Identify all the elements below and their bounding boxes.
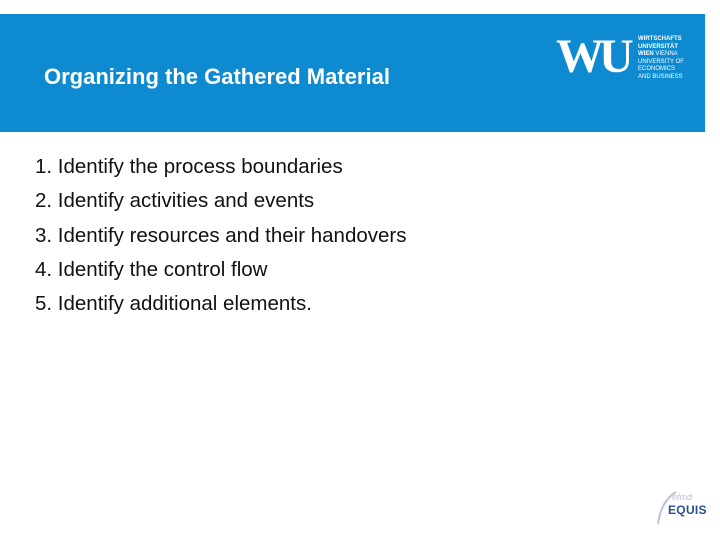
wu-logo-wien: WIEN (638, 51, 654, 58)
equis-logo (652, 488, 708, 528)
wu-logo-line (638, 51, 684, 59)
equis-efmd-text: efmd (672, 492, 693, 502)
wu-logo-line: ECONOMICS (638, 66, 676, 73)
equis-word: EQUIS (668, 503, 707, 517)
wu-logo-vienna: VIENNA (655, 51, 678, 58)
list-item: 5. Identify additional elements. (35, 292, 312, 316)
list-item: 3. Identify resources and their handovers (35, 223, 407, 247)
slide-title: Organizing the Gathered Material (44, 64, 390, 89)
list-item: 4. Identify the control flow (35, 257, 268, 281)
list-item: 1. Identify the process boundaries (35, 155, 343, 178)
wu-logo-line: AND BUSINESS (638, 73, 683, 80)
wu-logo-line: UNIVERSITÄT (638, 43, 679, 50)
wu-logo-line: UNIVERSITY OF (638, 58, 684, 65)
wu-logo (556, 30, 686, 105)
wu-logo-text (638, 36, 684, 82)
wu-logo-mark: WU (556, 30, 629, 83)
list-item: 2. Identify activities and events (35, 189, 315, 213)
step-list (35, 150, 407, 321)
wu-logo-line: WIRTSCHAFTS (638, 36, 682, 42)
